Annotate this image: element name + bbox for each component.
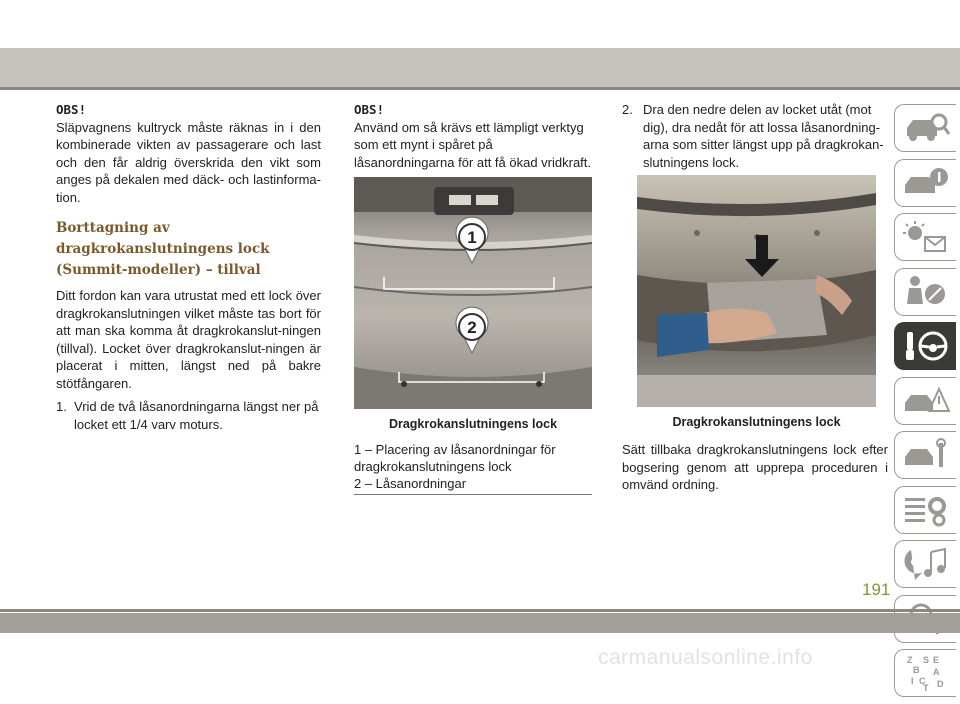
step-number: 2. (622, 102, 633, 117)
note-text: Använd om så krävs ett lämpligt verktyg som ett mynt i spåret på låsanordningarna för att få ökad vridkraft. (354, 119, 592, 170)
step-text: Vrid de två låsanordningarna längst ner på locket ett 1/4 varv moturs. (74, 399, 319, 432)
bottom-footer-band (0, 613, 960, 633)
car-service-tools-icon (901, 437, 951, 473)
note-title: OBS! (354, 102, 385, 117)
figure-legend (354, 441, 592, 495)
svg-text:I: I (910, 676, 914, 686)
svg-text:T: T (922, 683, 928, 693)
tab-car-info[interactable] (894, 159, 956, 207)
tab-warning-lights[interactable] (894, 213, 956, 261)
page-number: 191 (862, 580, 891, 599)
car-search-icon (901, 110, 951, 146)
bumper-photo (354, 177, 592, 409)
tab-seat-airbag[interactable] (894, 268, 956, 316)
alphabet-index-icon (901, 653, 951, 693)
roadside-hazard-icon (901, 383, 951, 419)
figure-caption: Dragkrokanslutningens lock (388, 417, 558, 431)
column-middle (354, 101, 594, 171)
bottom-divider (0, 609, 960, 612)
steering-key-icon (901, 328, 951, 364)
multimedia-music-icon (901, 546, 951, 582)
svg-text:D: D (936, 679, 943, 689)
tab-car-search[interactable] (894, 104, 956, 152)
column-left (56, 101, 321, 433)
svg-text:B: B (912, 665, 919, 675)
svg-text:E: E (932, 655, 939, 665)
tab-starting-operating[interactable] (894, 322, 956, 370)
watermark: carmanualsonline.info (598, 646, 813, 669)
legend-item-1: 1 – Placering av låsanordningar för dragkrokanslutningens lock (354, 442, 556, 474)
svg-text:A: A (932, 667, 939, 677)
step-text: Dra den nedre delen av locket utåt (mot dig), dra nedåt för att lossa låsanordning-arna som sitter längst upp på dragkrokan-slutningens lock. (643, 102, 884, 170)
callout-2: 2 (467, 318, 477, 337)
car-info-icon (901, 165, 951, 201)
warning-lights-message-icon (901, 219, 951, 255)
seat-airbag-icon (901, 274, 951, 310)
step-number: 1. (56, 399, 67, 414)
svg-text:C: C (918, 676, 925, 686)
tab-multimedia[interactable] (894, 540, 956, 588)
tab-service[interactable] (894, 431, 956, 479)
closing-paragraph: Sätt tillbaka dragkrokanslutningens lock efter bogsering genom att upprepa proceduren i omvänd ordning. (622, 442, 888, 492)
legend-item-2: 2 – Låsanordningar (354, 476, 467, 491)
callout-1: 1 (467, 228, 477, 247)
tab-roadside[interactable] (894, 377, 956, 425)
section-heading: Borttagning av dragkrokanslutningens lock (Summit-modeller) – tillval (56, 220, 270, 278)
tab-specifications[interactable] (894, 486, 956, 534)
note-text: Släpvagnens kultryck måste räknas in i den kombinerade vikten av passagerare och last och den får aldrig överskrida den vikt som anges på dekalen med däck- och lastinforma-tion. (56, 119, 321, 205)
step-2 (622, 101, 888, 171)
svg-text:Z: Z (906, 655, 912, 665)
specs-gears-icon (901, 492, 951, 528)
body-paragraph: Ditt fordon kan vara utrustat med ett lock över dragkrokanslutningen vilket måste tas bort för att man ska komma åt dragkrokanslut-ningen (tillval). Locket över dragkrokanslut-ningen är placerat i mitten, längst ned på bakre stötfångaren. (56, 288, 321, 391)
top-header-band (0, 48, 960, 87)
tab-index[interactable] (894, 649, 956, 697)
step-1 (56, 398, 321, 433)
hand-removing-cover-photo (637, 175, 876, 407)
figure-caption: Dragkrokanslutningens lock (672, 415, 841, 429)
top-divider (0, 87, 960, 90)
note-title: OBS! (56, 102, 87, 117)
svg-text:S: S (922, 655, 929, 665)
column-right (622, 101, 888, 171)
